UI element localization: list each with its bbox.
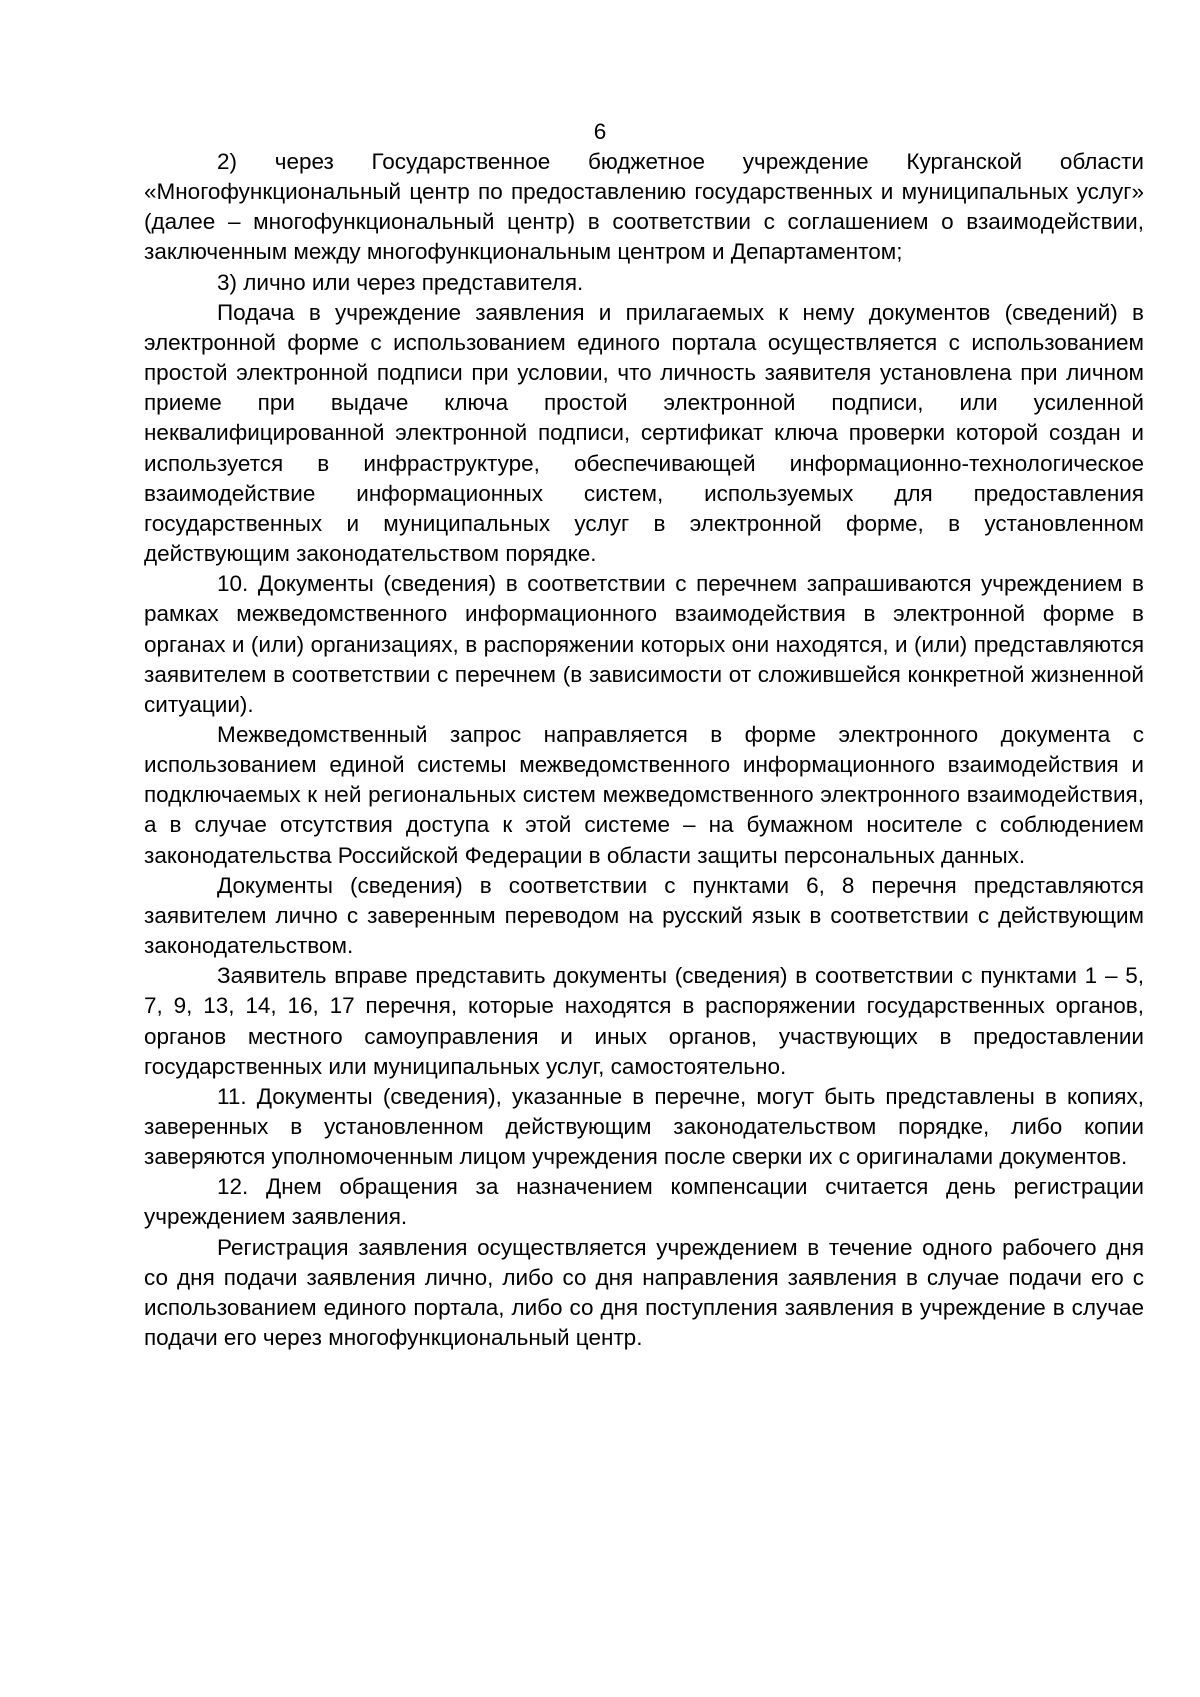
- paragraph: Документы (сведения) в соответствии с пунктами 6, 8 перечня представляются заявителем лично с заверенным переводом на русский язык в соответствии с действующим законодательством.: [144, 872, 1144, 959]
- paragraph: Межведомственный запрос направляется в форме электронного документа с использованием единой системы межведомственного информационного взаимодействия и подключаемых к ней региональных систем межведомственного электронного взаимодействия, а в случае отсутствия доступа к этой системе – на бумажном носителе с соблюдением законодательства Российской Федерации в области защиты персональных данных.: [144, 721, 1144, 868]
- paragraph: Подача в учреждение заявления и прилагаемых к нему документов (сведений) в электронной форме с использованием единого портала осуществляется с использованием простой электронной подписи при условии, что личность заявителя установлена при личном приеме при выдаче ключа простой электронной подписи, или усиленной неквалифицированной электронной подписи, сертификат ключа проверки которой создан и используется в инфраструктуре, обеспечивающей информационно-технологическое взаимодействие информационных систем, используемых для предоставления государственных и муниципальных услуг в электронной форме, в установленном действующим законодательством порядке.: [144, 299, 1144, 567]
- paragraph: Регистрация заявления осуществляется учреждением в течение одного рабочего дня со дня подачи заявления лично, либо со дня направления заявления в случае подачи его с использованием единого портала, либо со дня поступления заявления в учреждение в случае подачи его через многофункциональный центр.: [144, 1234, 1144, 1351]
- paragraph: 12. Днем обращения за назначением компенсации считается день регистрации учреждением заявления.: [144, 1174, 1144, 1230]
- paragraph: 11. Документы (сведения), указанные в перечне, могут быть представлены в копиях, заверенных в установленном действующим законодательством порядке, либо копии заверяются уполномоченным лицом учреждения после сверки их с оригиналами документов.: [144, 1083, 1144, 1170]
- document-body: [144, 147, 1144, 1353]
- paragraph: 2) через Государственное бюджетное учреждение Курганской области «Многофункциональный центр по предоставлению государственных и муниципальных услуг» (далее – многофункциональный центр) в соответствии с соглашением о взаимодействии, заключенным между многофункциональным центром и Департаментом;: [144, 149, 1144, 265]
- paragraph: 10. Документы (сведения) в соответствии с перечнем запрашиваются учреждением в рамках межведомственного информационного взаимодействия в электронной форме в органах и (или) организациях, в распоряжении которых они находятся, и (или) представляются заявителем в соответствии с перечнем (в зависимости от сложившейся конкретной жизненной ситуации).: [144, 571, 1144, 717]
- paragraph: 3) лично или через представителя.: [217, 269, 584, 295]
- page-number: 6: [593, 119, 607, 144]
- paragraph: Заявитель вправе представить документы (сведения) в соответствии с пунктами 1 – 5, 7, 9, 13, 14, 16, 17 перечня, которые находятся в распоряжении государственных органов, органов местного самоуправления и иных органов, участвующих в предоставлении государственных или муниципальных услуг, самостоятельно.: [144, 963, 1144, 1079]
